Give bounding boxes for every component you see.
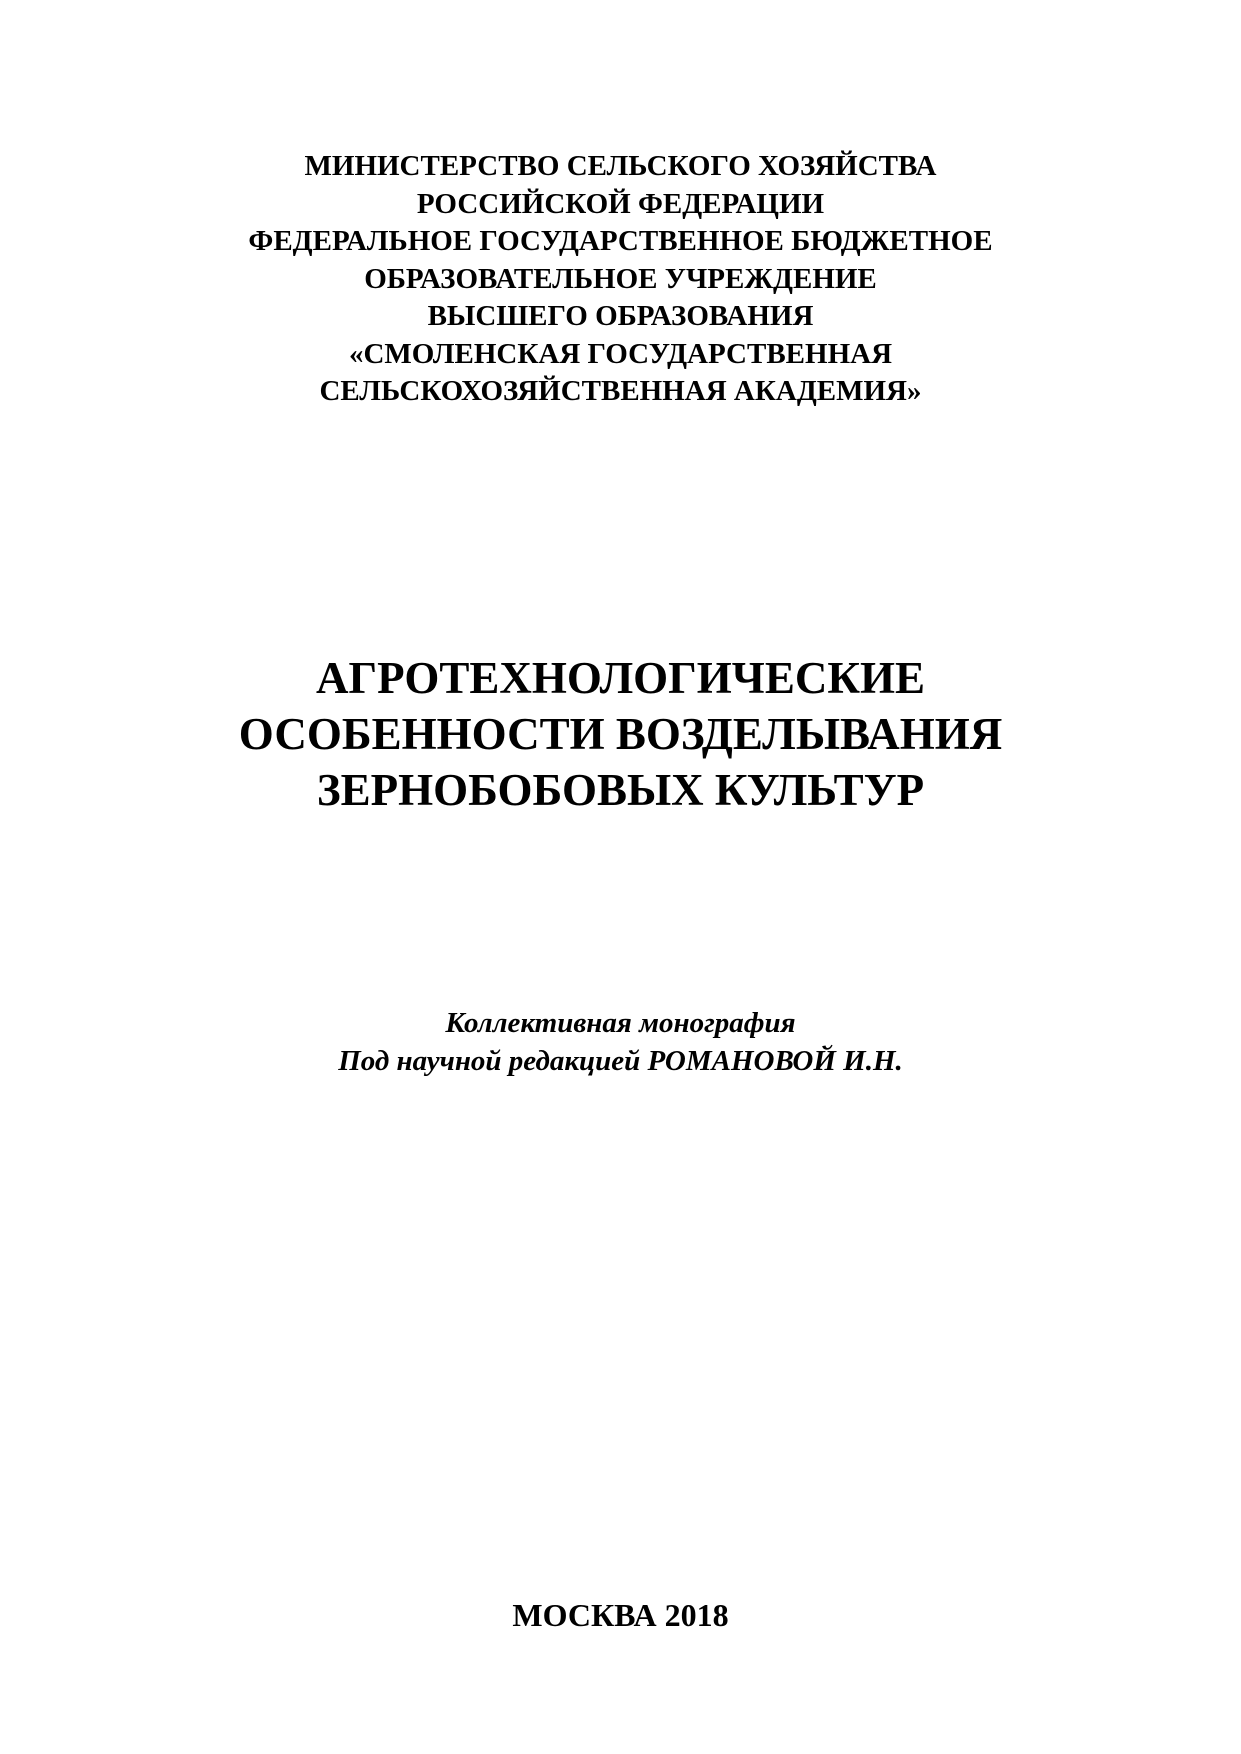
org-line: «СМОЛЕНСКАЯ ГОСУДАРСТВЕННАЯ bbox=[348, 337, 893, 370]
organization-header bbox=[0, 148, 1241, 411]
org-line: ФЕДЕРАЛЬНОЕ ГОСУДАРСТВЕННОЕ БЮДЖЕТНОЕ bbox=[248, 225, 993, 257]
title-line: ЗЕРНОБОБОВЫХ КУЛЬТУР bbox=[316, 765, 925, 815]
subtitle-line: Коллективная монография bbox=[445, 1007, 796, 1039]
document-subtitle bbox=[0, 1004, 1241, 1080]
title-line: ОСОБЕННОСТИ ВОЗДЕЛЫВАНИЯ bbox=[238, 709, 1003, 759]
title-line: АГРОТЕХНОЛОГИЧЕСКИЕ bbox=[316, 653, 925, 703]
org-line: ОБРАЗОВАТЕЛЬНОЕ УЧРЕЖДЕНИЕ bbox=[364, 262, 877, 295]
subtitle-line: Под научной редакцией РОМАНОВОЙ И.Н. bbox=[338, 1045, 903, 1077]
document-title bbox=[0, 650, 1241, 818]
org-line: СЕЛЬСКОХОЗЯЙСТВЕННАЯ АКАДЕМИЯ» bbox=[319, 375, 922, 407]
org-line: ВЫСШЕГО ОБРАЗОВАНИЯ bbox=[427, 300, 814, 332]
city-year: МОСКВА 2018 bbox=[512, 1597, 729, 1633]
org-line: РОССИЙСКОЙ ФЕДЕРАЦИИ bbox=[416, 187, 825, 220]
org-line: МИНИСТЕРСТВО СЕЛЬСКОГО ХОЗЯЙСТВА bbox=[304, 150, 937, 182]
